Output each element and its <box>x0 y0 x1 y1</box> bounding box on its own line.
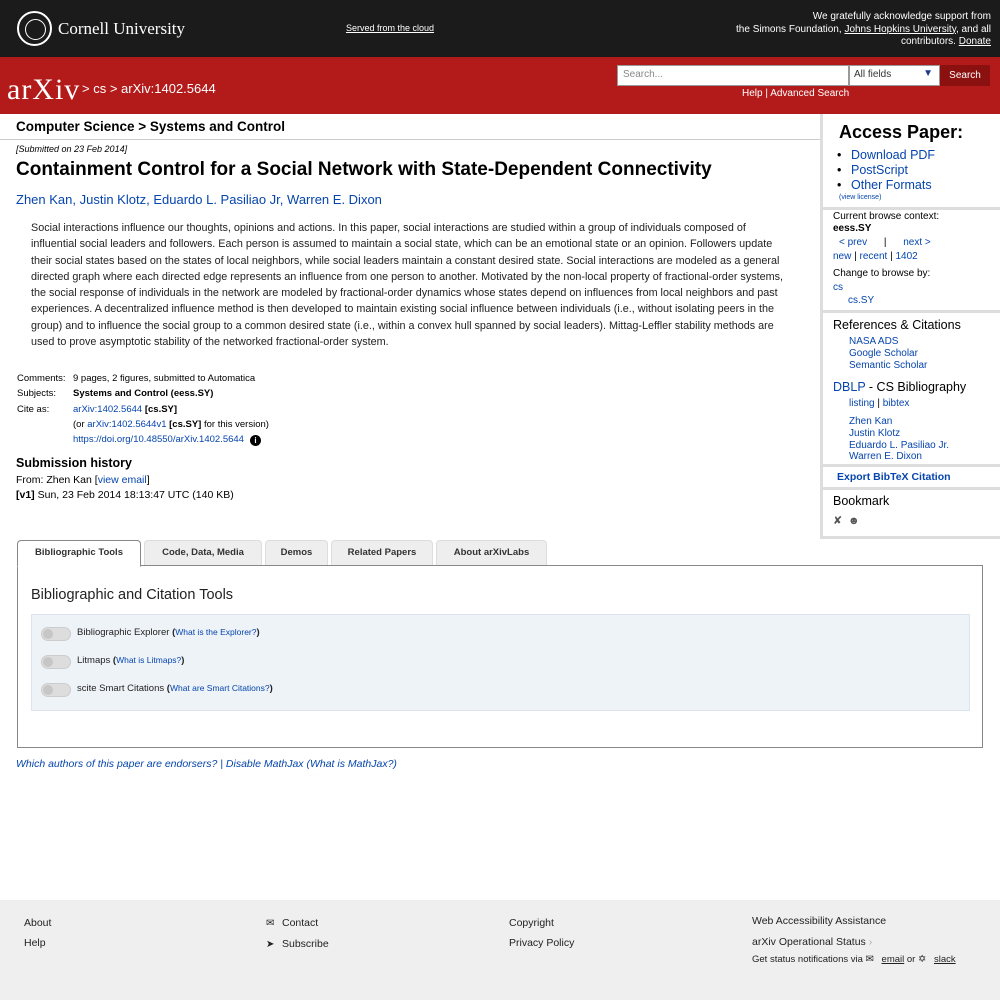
info-icon[interactable]: i <box>250 435 261 446</box>
cornell-topbar <box>0 0 1000 57</box>
sidebar <box>820 114 1000 539</box>
tools-box <box>31 614 970 711</box>
author-link[interactable]: Eduardo L. Pasiliao Jr <box>153 192 280 207</box>
separator: | <box>765 88 768 99</box>
accessibility-link[interactable]: Web Accessibility Assistance <box>752 915 887 927</box>
tool-label: scite Smart Citations (What are Smart Citations?) <box>77 683 273 694</box>
prev-next-row <box>833 236 931 250</box>
what-is-litmaps-link[interactable]: What is Litmaps? <box>116 655 182 665</box>
references-list <box>849 336 927 372</box>
change-browse <box>833 267 930 308</box>
comments-label: Comments: <box>17 373 66 384</box>
export-bibtex-link[interactable]: Export BibTeX Citation <box>837 471 951 483</box>
help-link[interactable]: Help <box>742 88 763 99</box>
references-heading: References & Citations <box>833 318 961 332</box>
access-paper-heading: Access Paper: <box>839 122 964 142</box>
tool-name: Bibliographic Explorer <box>77 627 170 638</box>
divider <box>823 464 1000 467</box>
doi-value <box>73 432 261 447</box>
browse-navigation <box>833 236 931 264</box>
submission-from <box>16 474 150 486</box>
footer-col-2 <box>266 913 329 955</box>
download-pdf-link[interactable]: Download PDF <box>851 148 936 162</box>
divider <box>823 207 1000 210</box>
recent-link[interactable]: recent <box>859 251 888 262</box>
comments-value: 9 pages, 2 figures, submitted to Automatica <box>73 373 256 384</box>
advanced-search-link[interactable]: Advanced Search <box>770 88 850 99</box>
cornell-university-logo[interactable]: Cornell University <box>58 19 186 38</box>
nasa-ads-link[interactable]: NASA ADS <box>849 336 899 347</box>
author-list <box>16 192 382 207</box>
dblp-links <box>849 398 909 409</box>
cite-id-link[interactable]: arXiv:1402.5644 <box>73 403 143 415</box>
ack-line-2 <box>691 24 991 37</box>
dblp-link[interactable]: DBLP <box>833 380 866 394</box>
paper-plane-icon: ➤ <box>266 939 275 950</box>
submission-history-heading: Submission history <box>16 456 132 470</box>
arxiv-logo[interactable]: arXiv <box>7 73 81 106</box>
footer-col-4 <box>752 913 956 968</box>
tool-label: Litmaps (What is Litmaps?) <box>77 655 185 666</box>
access-paper-list <box>837 148 935 193</box>
tool-name: Litmaps <box>77 655 111 666</box>
submission-version <box>16 489 234 501</box>
tool-name: scite Smart Citations <box>77 683 165 694</box>
subjects-label: Subjects: <box>17 388 57 400</box>
subscribe-link[interactable]: Subscribe <box>282 938 329 950</box>
paren: ) <box>393 758 397 770</box>
donate-link[interactable]: Donate <box>958 36 991 47</box>
search-field-value: All fields <box>854 69 892 80</box>
next-link[interactable]: next > <box>903 237 931 248</box>
about-link[interactable]: About <box>24 917 52 929</box>
slack-icon: ✡ <box>917 954 927 965</box>
version-label: [v1] <box>16 489 35 501</box>
dblp-authors <box>849 416 949 463</box>
postscript-link[interactable]: PostScript <box>851 163 908 177</box>
dblp-text: - CS Bibliography <box>865 380 967 394</box>
dblp-author-link[interactable]: Eduardo L. Pasiliao Jr. <box>849 439 950 451</box>
breadcrumb[interactable]: > cs > arXiv:1402.5644 <box>82 81 216 96</box>
ack-text: , and all <box>955 23 991 35</box>
disable-mathjax-link[interactable]: Disable MathJax <box>225 758 304 770</box>
cite-v1-category: [cs.SY] <box>169 418 202 430</box>
notify-text: Get status notifications via <box>752 954 863 965</box>
jhu-link[interactable]: Johns Hopkins University <box>844 23 956 35</box>
tab-bibliographic-tools[interactable]: Bibliographic Tools <box>17 540 141 567</box>
privacy-policy-link[interactable]: Privacy Policy <box>509 937 575 949</box>
dblp-heading <box>833 380 966 394</box>
scite-toggle[interactable] <box>41 683 71 697</box>
author-sep: , <box>72 192 80 207</box>
cite-v1-link[interactable]: arXiv:1402.5644v1 <box>87 418 167 430</box>
slack-link[interactable]: slack <box>933 954 956 965</box>
tab-demos[interactable]: Demos <box>265 540 328 566</box>
copyright-link[interactable]: Copyright <box>509 917 554 929</box>
from-text: From: Zhen Kan [ <box>16 474 98 486</box>
browse-context-value: eess.SY <box>833 223 872 234</box>
new-recent-row <box>833 250 931 264</box>
month-link[interactable]: 1402 <box>895 251 918 262</box>
tab-code-data-media[interactable]: Code, Data, Media <box>144 540 262 566</box>
list-item <box>837 178 935 193</box>
what-is-explorer-link[interactable]: What is the Explorer? <box>175 627 257 637</box>
reddit-icon[interactable]: ☻ <box>848 515 860 527</box>
endorsers-line <box>16 758 397 770</box>
footer-col-1 <box>24 913 51 953</box>
help-link[interactable]: Help <box>24 937 46 949</box>
subjects-value: Systems and Control (eess.SY) <box>73 388 214 400</box>
tab-related-papers[interactable]: Related Papers <box>331 540 433 566</box>
panel-title: Bibliographic and Citation Tools <box>31 587 234 603</box>
divider <box>823 310 1000 313</box>
acknowledgement <box>691 11 991 49</box>
view-email-link[interactable]: view email <box>97 474 147 486</box>
tab-panel <box>17 565 983 748</box>
cite-label: Cite as: <box>17 403 50 415</box>
search-field-select[interactable] <box>849 65 940 86</box>
prev-link[interactable]: < prev <box>839 237 868 248</box>
separator: | <box>877 398 880 409</box>
ack-line-1: We gratefully acknowledge support from <box>812 11 991 22</box>
separator: | <box>883 237 887 248</box>
status-notifications <box>752 952 956 968</box>
tool-label: Bibliographic Explorer (What is the Explorer?) <box>77 627 260 638</box>
search-input[interactable]: Search... <box>617 65 849 86</box>
browse-context <box>833 211 939 235</box>
explorer-toggle[interactable] <box>41 627 71 641</box>
from-close: ] <box>146 474 150 486</box>
tab-about-arxivlabs[interactable]: About arXivLabs <box>436 540 547 566</box>
doi-link[interactable]: https://doi.org/10.48550/arXiv.1402.5644 <box>73 434 244 446</box>
paper-title: Containment Control for a Social Network with State-Dependent Connectivity <box>16 159 712 180</box>
separator: | <box>217 758 226 770</box>
ack-text: the Simons Foundation, <box>736 23 842 35</box>
section-header <box>0 114 820 140</box>
dblp-author-link[interactable]: Zhen Kan <box>849 416 893 427</box>
or-text: or <box>906 954 916 965</box>
envelope-icon: ✉ <box>266 918 275 929</box>
google-scholar-link[interactable]: Google Scholar <box>849 348 918 359</box>
operational-status-link[interactable]: arXiv Operational Status <box>752 936 866 948</box>
endorsers-link[interactable]: Which authors of this paper are endorsers? <box>16 758 218 770</box>
author-sep: , <box>279 192 288 207</box>
bookmark-heading: Bookmark <box>833 494 890 508</box>
footer <box>0 900 1000 1000</box>
semantic-scholar-link[interactable]: Semantic Scholar <box>849 360 928 371</box>
browse-context-label: Current browse context: <box>833 211 940 222</box>
divider <box>823 487 1000 490</box>
search-help-links <box>742 88 849 99</box>
version-date: Sun, 23 Feb 2014 18:13:47 UTC (140 KB) <box>37 489 234 501</box>
arxiv-header <box>0 57 1000 114</box>
footer-col-3 <box>509 913 574 953</box>
for-version-text: for this version) <box>204 418 269 430</box>
dblp-author-link[interactable]: Justin Klotz <box>849 427 901 439</box>
bibsonomy-icon[interactable]: ✘ <box>833 515 843 527</box>
ack-line-3 <box>691 36 991 49</box>
abstract: Social interactions influence our thoughts, opinions and actions. In this paper, social interactions are studied within a group of individuals composed of influential social leaders and followers. Each person is assumed to maintain a social state, which can be an emotional state or an opinion. Followers update their social states based on the states of local neighbors, while social leaders maintain a constant desired state. Social interactions are modeled as a general directed graph where each directed edge represents an influence from one person to another. Motivated by the non-local property of fractional-order systems, the social response of individuals in the network are modeled by fractional-order dynamics whose states depend on influences from local neighbors and past experiences. A decentralized influence method is then developed to maintain existing social influence between individuals (i.e., without isolating peers in the group) and to influence the social group to a common desired state (i.e., within a convex hull spanned by social leaders). Mittag-Leffler stability methods are used to prove asymptotic stability of the networked fractional-order system. <box>31 222 784 349</box>
search-button[interactable]: Search <box>940 65 990 86</box>
envelope-icon: ✉ <box>865 954 874 965</box>
other-formats-link[interactable]: Other Formats <box>851 178 932 192</box>
cite-category: [cs.SY] <box>144 403 178 415</box>
separator: | <box>854 251 857 262</box>
author-sep: , <box>146 192 154 207</box>
what-is-mathjax-link[interactable]: What is MathJax? <box>309 758 394 770</box>
cite-version-value <box>73 417 269 432</box>
cornell-seal-icon[interactable] <box>17 11 52 46</box>
separator: | <box>890 251 893 262</box>
served-from-cloud-link[interactable]: Served from the cloud <box>346 23 435 33</box>
submitted-date: [Submitted on 23 Feb 2014] <box>16 144 128 154</box>
ack-text: contributors. <box>900 36 956 47</box>
or-text: (or <box>73 418 85 430</box>
chevron-right-icon: › <box>868 936 873 948</box>
bibtex-link[interactable]: bibtex <box>882 398 910 409</box>
litmaps-toggle[interactable] <box>41 655 71 669</box>
dblp-author-link[interactable]: Warren E. Dixon <box>849 451 922 463</box>
bookmark-icons <box>833 513 863 527</box>
browse-cs-link[interactable]: cs <box>833 281 843 293</box>
author-link[interactable]: Justin Klotz <box>79 192 147 207</box>
contact-link[interactable]: Contact <box>282 917 319 929</box>
list-item <box>837 148 935 163</box>
browse-cs-sy-link[interactable]: cs.SY <box>848 295 875 306</box>
author-link[interactable]: Zhen Kan <box>16 192 73 207</box>
view-license-link[interactable]: (view license) <box>839 194 882 201</box>
author-link[interactable]: Warren E. Dixon <box>287 192 382 207</box>
new-link[interactable]: new <box>833 251 852 262</box>
listing-link[interactable]: listing <box>849 398 875 409</box>
chevron-down-icon: ▼ <box>923 68 933 79</box>
what-are-smart-citations-link[interactable]: What are Smart Citations? <box>169 683 270 693</box>
section-title: Computer Science > Systems and Control <box>16 119 285 134</box>
email-link[interactable]: email <box>881 954 905 965</box>
change-browse-label: Change to browse by: <box>833 268 931 279</box>
paren: ( <box>303 758 310 770</box>
cite-value <box>73 402 177 417</box>
list-item <box>837 163 935 178</box>
